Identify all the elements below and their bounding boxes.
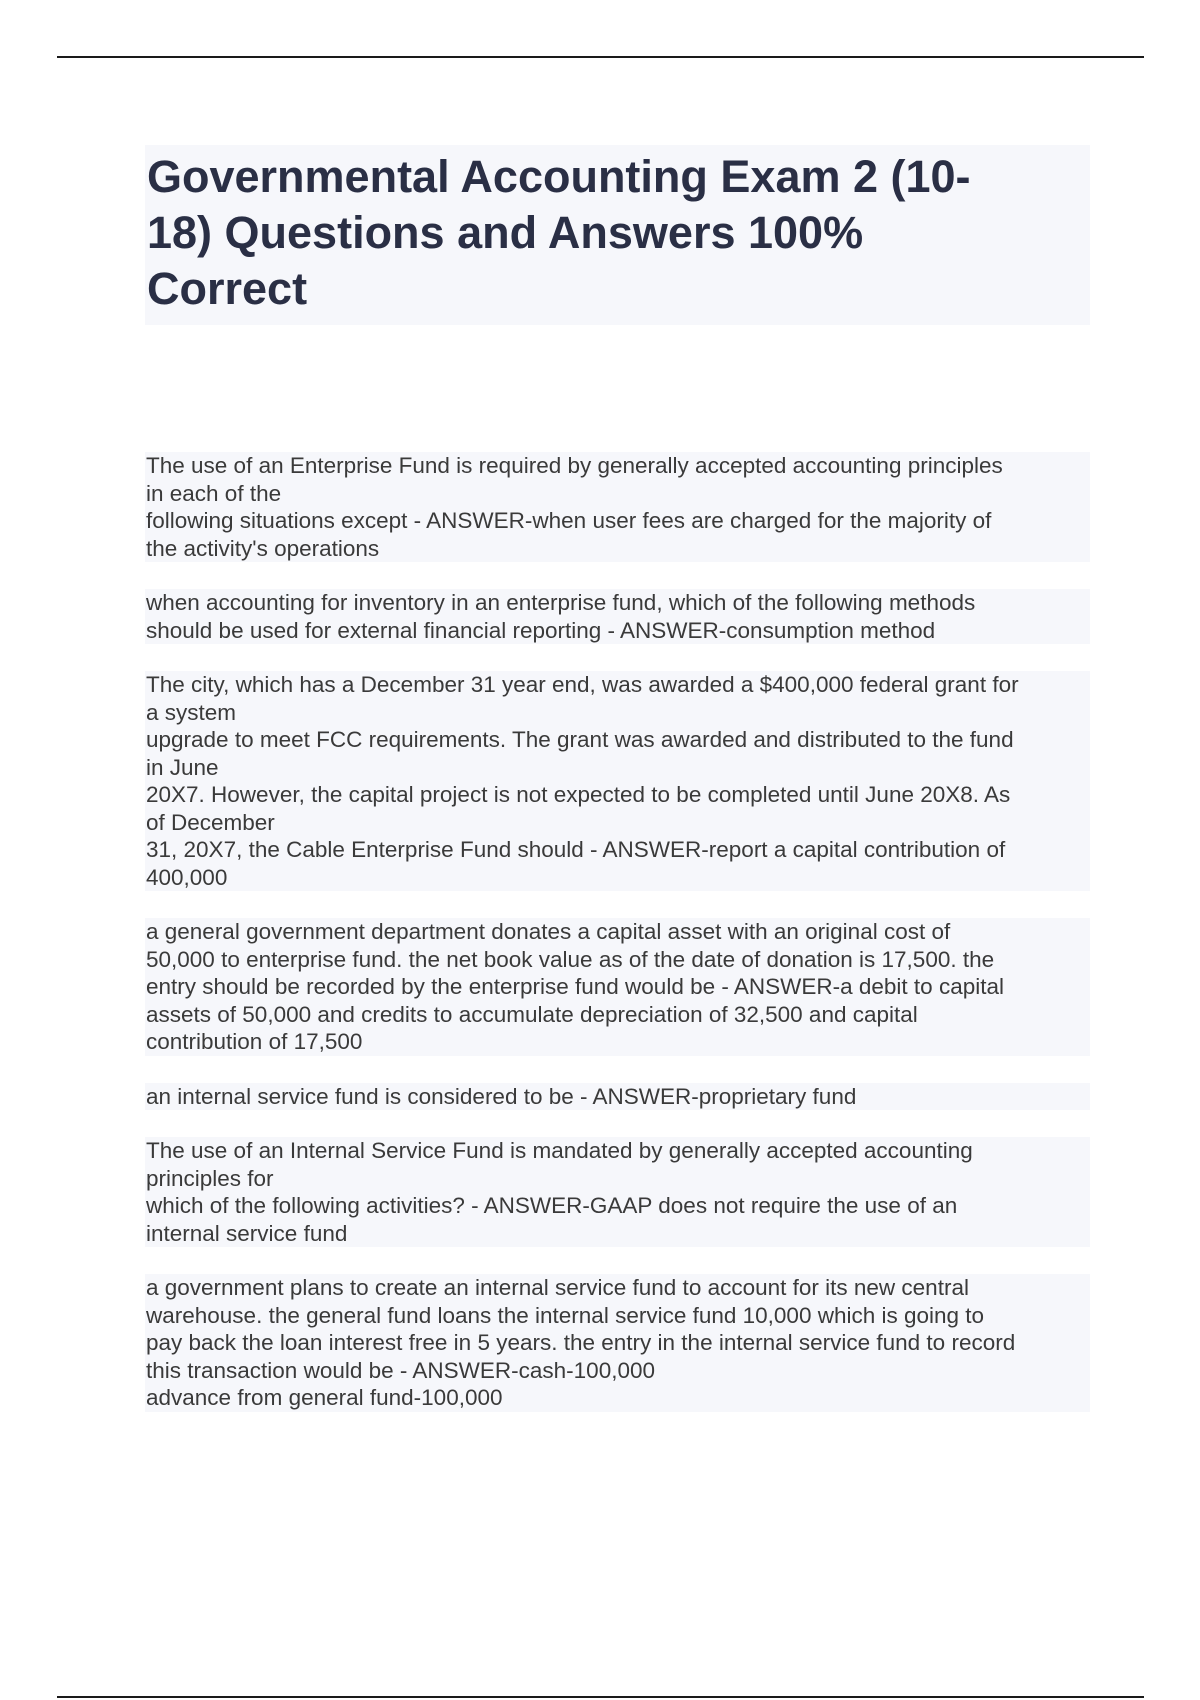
question-answer-line: entry should be recorded by the enterprise fund would be - ANSWER-a debit to capital (146, 974, 1004, 999)
question-answer-line: 50,000 to enterprise fund. the net book value as of the date of donation is 17,500. the (146, 946, 995, 972)
question-answer-item (145, 589, 1090, 644)
title-line: Correct (147, 263, 308, 314)
question-answer-line: in June (146, 754, 219, 780)
question-answer-line: following situations except - ANSWER-when user fees are charged for the majority of (146, 508, 992, 533)
question-answer-line: pay back the loan interest free in 5 years. the entry in the internal service fund to record (146, 1330, 1016, 1355)
question-answer-line: principles for (146, 1165, 274, 1191)
question-answer-item (145, 1137, 1090, 1247)
page-top-rule (57, 56, 1144, 58)
question-answer-line: in each of the (146, 480, 282, 506)
question-answer-line: warehouse. the general fund loans the internal service fund 10,000 which is going to (146, 1302, 985, 1328)
document-title (145, 149, 1090, 317)
page-bottom-rule (57, 1696, 1144, 1698)
question-answer-line: assets of 50,000 and credits to accumulate depreciation of 32,500 and capital (146, 1001, 918, 1027)
question-answer-line: The city, which has a December 31 year end, was awarded a $400,000 federal grant for (146, 672, 1019, 697)
document-title-block (145, 145, 1090, 325)
question-answer-line: a government plans to create an internal service fund to account for its new central (146, 1275, 969, 1300)
question-answer-item (145, 1274, 1090, 1412)
question-answer-line: advance from general fund-100,000 (146, 1385, 503, 1410)
question-answer-line: a general government department donates a capital asset with an original cost of (146, 919, 951, 944)
question-answer-line: which of the following activities? - ANSWER-GAAP does not require the use of an (146, 1193, 958, 1218)
question-answer-line: 31, 20X7, the Cable Enterprise Fund should - ANSWER-report a capital contribution of (146, 837, 1006, 862)
question-answer-line: 20X7. However, the capital project is not expected to be completed until June 20X8. As (146, 782, 1011, 807)
question-answer-item (145, 452, 1090, 562)
question-answer-line: an internal service fund is considered to be - ANSWER-proprietary fund (146, 1083, 857, 1109)
question-answer-line: The use of an Internal Service Fund is mandated by generally accepted accounting (146, 1138, 973, 1163)
question-answer-line: upgrade to meet FCC requirements. The grant was awarded and distributed to the fund (146, 727, 1014, 752)
question-answer-line: a system (146, 699, 237, 725)
question-answer-line: the activity's operations (146, 535, 380, 561)
question-answer-line: should be used for external financial reporting - ANSWER-consumption method (146, 617, 936, 643)
question-answer-line: contribution of 17,500 (146, 1029, 363, 1054)
question-answer-line: The use of an Enterprise Fund is required by generally accepted accounting principles (146, 453, 1003, 478)
question-answer-line: 400,000 (146, 864, 228, 890)
question-answer-line: when accounting for inventory in an enterprise fund, which of the following methods (146, 590, 976, 615)
question-answer-item (145, 1083, 1090, 1111)
question-answer-line: internal service fund (146, 1220, 348, 1246)
title-line: 18) Questions and Answers 100% (147, 207, 864, 258)
question-answer-item (145, 671, 1090, 891)
title-line: Governmental Accounting Exam 2 (10- (147, 151, 971, 202)
question-answer-list (145, 452, 1090, 1439)
question-answer-line: this transaction would be - ANSWER-cash-100,000 (146, 1357, 655, 1383)
question-answer-line: of December (146, 809, 275, 835)
question-answer-item (145, 918, 1090, 1056)
